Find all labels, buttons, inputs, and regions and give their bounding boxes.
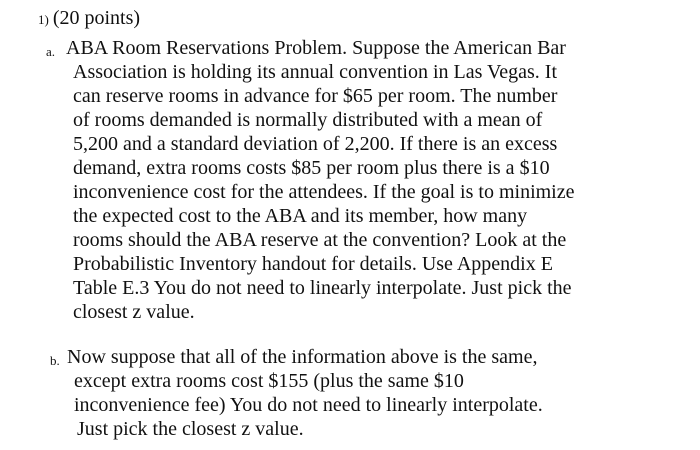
part-a-line: can reserve rooms in advance for $65 per room. The number [73,85,558,107]
part-a-line: Probabilistic Inventory handout for details. Use Appendix E [73,253,553,275]
part-a-marker: a. [46,44,56,59]
part-a-line: of rooms demanded is normally distributed with a mean of [73,109,543,131]
problem-points: (20 points) [52,7,141,29]
part-b-line: inconvenience fee) You do not need to linearly interpolate. [74,394,543,416]
part-a-line: rooms should the ABA reserve at the convention? Look at the [73,229,567,251]
part-a-line: inconvenience cost for the attendees. If the goal is to minimize [73,181,575,203]
part-a-line: Association is holding its annual convention in Las Vegas. It [73,61,558,83]
part-a-line: closest z value. [73,301,195,323]
part-b-marker: b. [50,353,60,368]
part-b-line: except extra rooms cost $155 (plus the same $10 [74,370,464,392]
part-a-line: the expected cost to the ABA and its member, how many [73,205,528,227]
part-b-line: Just pick the closest z value. [77,418,304,440]
problem-number: 1) [38,12,49,27]
part-a-line: demand, extra rooms costs $85 per room plus there is a $10 [73,157,550,179]
part-a-line: 5,200 and a standard deviation of 2,200. If there is an excess [73,133,558,155]
part-a-line: Table E.3 You do not need to linearly interpolate. Just pick the [73,277,572,299]
problem-header [38,7,140,30]
part-a-line: ABA Room Reservations Problem. Suppose the American Bar [66,37,566,59]
part-b-line: Now suppose that all of the information above is the same, [67,346,538,368]
